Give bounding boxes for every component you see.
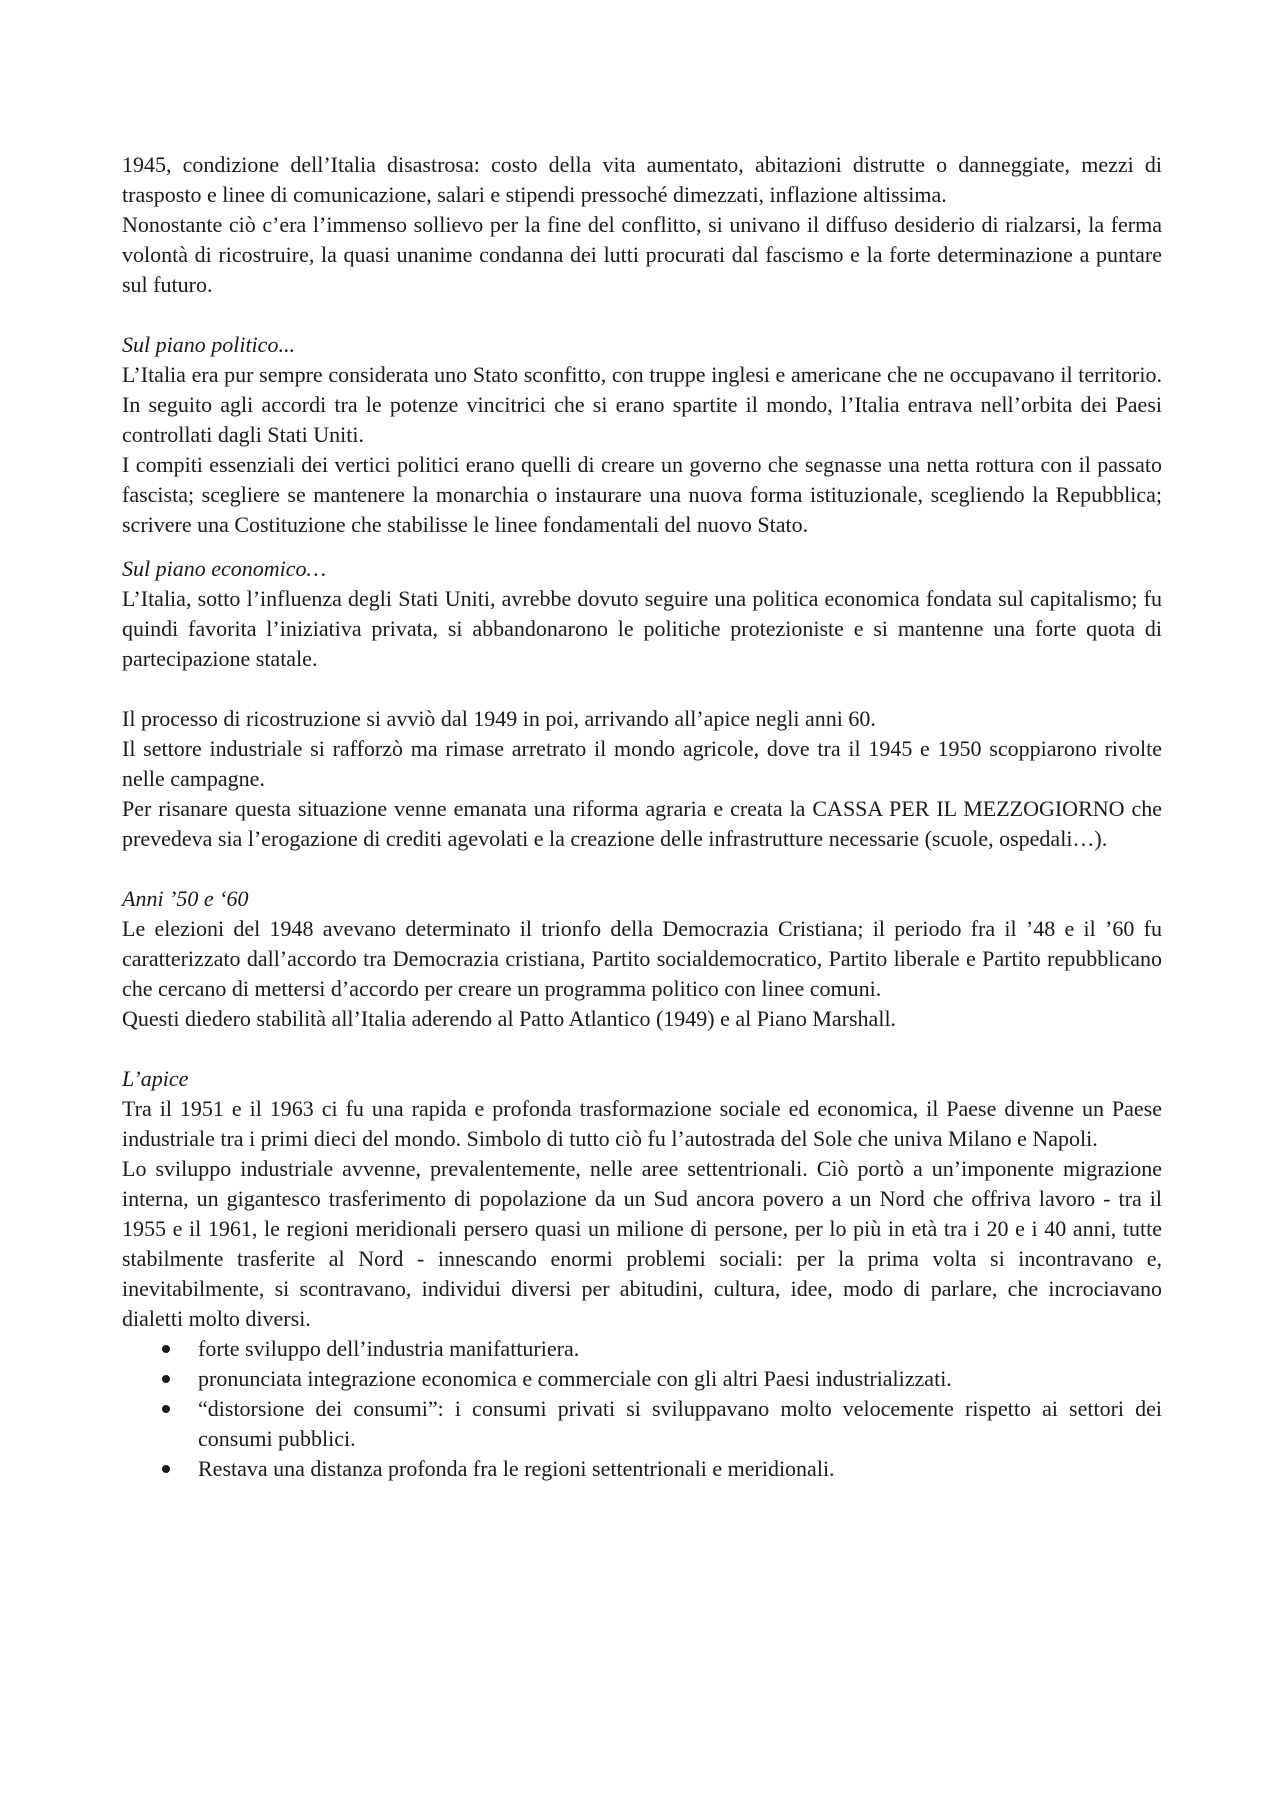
- politico-paragraph-1: L’Italia era pur sempre considerata uno Stato sconfitto, con truppe inglesi e americane che ne occupavano il territorio. In seguito agli accordi tra le potenze vincitrici che si erano spartite il mondo, l’Italia entrava nell’orbita dei Paesi controllati dagli Stati Uniti.: [122, 362, 1162, 447]
- politico-paragraph-2: I compiti essenziali dei vertici politici erano quelli di creare un governo che segnasse una netta rottura con il passato fascista; scegliere se mantenere la monarchia o instaurare una nuova forma istituzionale, scegliendo la Repubblica; scrivere una Costituzione che stabilisse le linee fondamentali del nuovo Stato.: [122, 452, 1162, 537]
- section-gap: [122, 674, 1162, 704]
- heading-apice: L’apice: [122, 1066, 189, 1091]
- list-item: [122, 1454, 1162, 1484]
- bullet-icon: [162, 1405, 170, 1413]
- heading-piano-politico: Sul piano politico...: [122, 332, 295, 357]
- section-gap: [122, 1034, 1162, 1064]
- apice-paragraph-1: Tra il 1951 e il 1963 ci fu una rapida e profonda trasformazione sociale ed economica, il Paese divenne un Paese industriale tra i primi dieci del mondo. Simbolo di tutto ciò fu l’autostrada del Sole che univa Milano e Napoli.: [122, 1096, 1162, 1151]
- section-gap: [122, 300, 1162, 330]
- apice-bullet-list: [122, 1334, 1162, 1484]
- economico-paragraph-1: L’Italia, sotto l’influenza degli Stati Uniti, avrebbe dovuto seguire una politica economica fondata sul capitalismo; fu quindi favorita l’iniziativa privata, si abbandonarono le politiche protezioniste e si mantenne una forte quota di partecipazione statale.: [122, 586, 1162, 671]
- list-item-text: Restava una distanza profonda fra le regioni settentrionali e meridionali.: [198, 1456, 835, 1481]
- bullet-icon: [162, 1465, 170, 1473]
- list-item-text: pronunciata integrazione economica e commerciale con gli altri Paesi industrializzati.: [198, 1366, 952, 1391]
- ricostruzione-paragraph-1: Il processo di ricostruzione si avviò dal 1949 in poi, arrivando all’apice negli anni 60.: [122, 706, 876, 731]
- document-page: [122, 150, 1162, 1484]
- bullet-icon: [162, 1345, 170, 1353]
- section-gap: [122, 854, 1162, 884]
- anni-paragraph-1: Le elezioni del 1948 avevano determinato il trionfo della Democrazia Cristiana; il periodo fra il ’48 e il ’60 fu caratterizzato dall’accordo tra Democrazia cristiana, Partito socialdemocratico, Partito liberale e Partito repubblicano che cercano di mettersi d’accordo per creare un programma politico con linee comuni.: [122, 916, 1162, 1001]
- anni-paragraph-2: Questi diedero stabilità all’Italia aderendo al Patto Atlantico (1949) e al Piano Marshall.: [122, 1006, 897, 1031]
- section-gap: [122, 540, 1162, 554]
- apice-paragraph-2: Lo sviluppo industriale avvenne, prevalentemente, nelle aree settentrionali. Ciò portò a un’imponente migrazione interna, un gigantesco trasferimento di popolazione da un Sud ancora povero a un Nord che offriva lavoro - tra il 1955 e il 1961, le regioni meridionali persero quasi un milione di persone, per lo più in età tra i 20 e i 40 anni, tutte stabilmente trasferite al Nord - innescando enormi problemi sociali: per la prima volta si incontravano e, inevitabilmente, si scontravano, individui diversi per abitudini, cultura, idee, modo di parlare, che incrociavano dialetti molto diversi.: [122, 1156, 1162, 1331]
- bullet-icon: [162, 1375, 170, 1383]
- intro-paragraph-2: Nonostante ciò c’era l’immenso sollievo per la fine del conflitto, si univano il diffuso desiderio di rialzarsi, la ferma volontà di ricostruire, la quasi unanime condanna dei lutti procurati dal fascismo e la forte determinazione a puntare sul futuro.: [122, 212, 1162, 297]
- ricostruzione-paragraph-3: Per risanare questa situazione venne emanata una riforma agraria e creata la CASSA PER IL MEZZOGIORNO che prevedeva sia l’erogazione di crediti agevolati e la creazione delle infrastrutture necessarie (scuole, ospedali…).: [122, 796, 1162, 851]
- heading-piano-economico: Sul piano economico…: [122, 556, 327, 581]
- list-item: [122, 1394, 1162, 1454]
- intro-paragraph-1: 1945, condizione dell’Italia disastrosa: costo della vita aumentato, abitazioni distrutte o danneggiate, mezzi di trasposto e linee di comunicazione, salari e stipendi pressoché dimezzati, inflazione altissima.: [122, 152, 1162, 207]
- list-item: [122, 1364, 1162, 1394]
- list-item-text: forte sviluppo dell’industria manifatturiera.: [198, 1336, 580, 1361]
- list-item: [122, 1334, 1162, 1364]
- list-item-text: “distorsione dei consumi”: i consumi privati si sviluppavano molto velocemente rispetto ai settori dei consumi pubblici.: [198, 1396, 1162, 1451]
- heading-anni-50-60: Anni ’50 e ‘60: [122, 886, 249, 911]
- ricostruzione-paragraph-2: Il settore industriale si rafforzò ma rimase arretrato il mondo agricole, dove tra il 1945 e 1950 scoppiarono rivolte nelle campagne.: [122, 736, 1162, 791]
